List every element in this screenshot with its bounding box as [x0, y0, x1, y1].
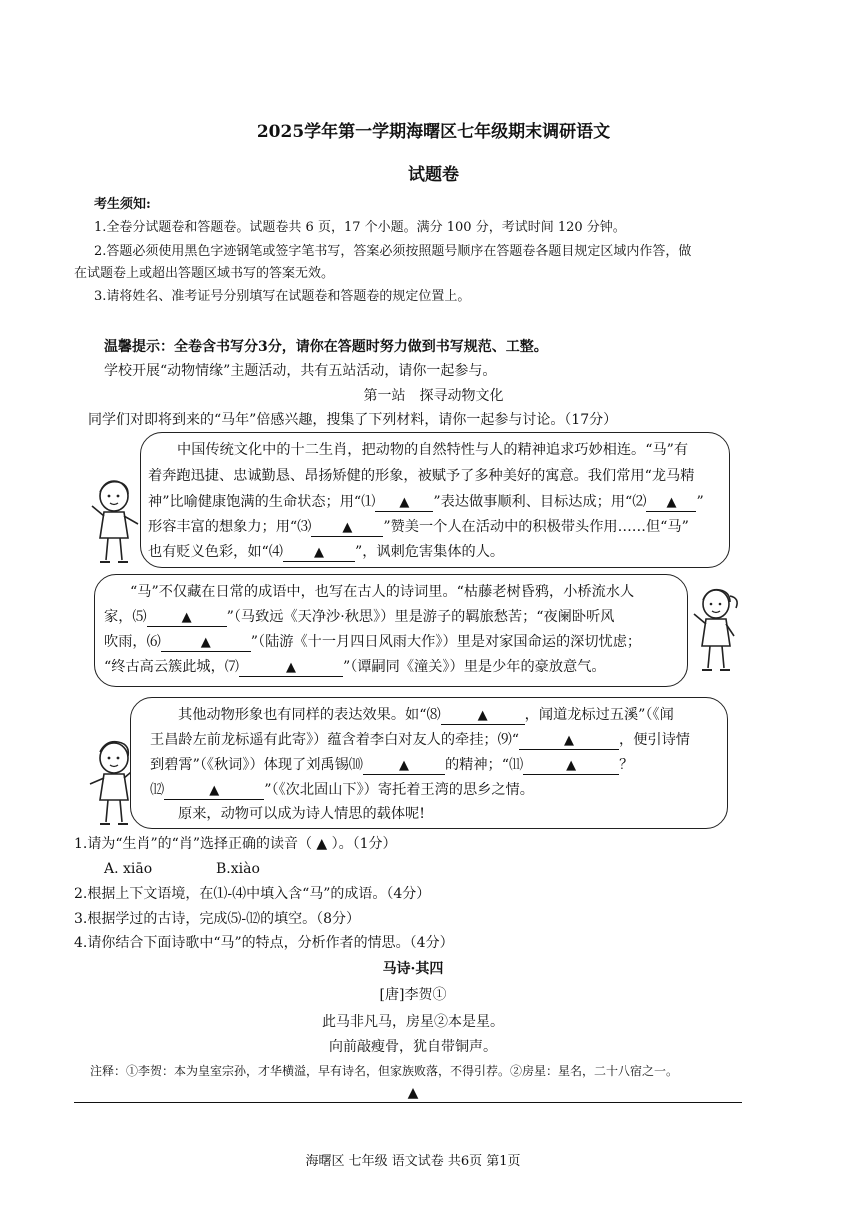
bubble1-line4-a: 形容丰富的想象力；用“⑶: [148, 519, 312, 535]
question-4: 4.请你结合下面诗歌中“马”的特点，分析作者的情思。（4分）: [74, 935, 454, 951]
answer-blank-8[interactable]: [441, 707, 525, 725]
notice-item-2a: 2.答题必须使用黑色字迹钢笔或签字笔书写，答案必须按照题号顺序在答题卷各题目规定区域内作答，做: [94, 244, 692, 259]
blank-marker: ▲: [181, 610, 192, 625]
bubble1-line4-b: ”赞美一个人在活动中的积极带头作用……但“马”: [383, 519, 689, 535]
bubble3-line3-c: ？: [619, 757, 634, 773]
answer-blank-10[interactable]: [363, 757, 445, 775]
bubble1-line2: 着奔跑迅捷、忠诚勤恳、昂扬矫健的形象，被赋予了多种美好的寓意。我们常用“龙马精: [148, 468, 695, 484]
bubble1-line3-c: ”: [696, 494, 704, 510]
answer-blank-12[interactable]: [164, 782, 264, 800]
bubble1-line5-a: 也有贬义色彩，如“⑷: [148, 544, 283, 560]
bubble3-line3: [150, 753, 633, 778]
tip-line: [104, 335, 548, 359]
bubble3-line3-b: 的精神；“⑾: [444, 757, 524, 773]
answer-blank-11[interactable]: [523, 757, 619, 775]
bubble3-line1-a: 其他动物形象也有同样的表达效果。如“⑻: [178, 707, 441, 723]
bubble2-line4-b: ”（谭嗣同《潼关》）里是少年的豪放意气。: [342, 659, 606, 675]
bubble1-line5: [148, 540, 504, 565]
bubble3-line1-b: ，闻道龙标过五溪”（《闻: [524, 707, 674, 723]
tip-label: 温馨提示：: [104, 339, 174, 355]
answer-blank-2[interactable]: [646, 494, 696, 512]
bubble1-line3: [148, 490, 704, 515]
blank-marker: ▲: [566, 758, 577, 773]
question-1: 1.请为“生肖”的“肖”选择正确的读音（ ▲ ）。（1分）: [74, 836, 397, 852]
bubble1-line1: 中国传统文化中的十二生肖，把动物的自然特性与人的精神追求巧妙相连。“马”有: [177, 442, 689, 458]
notice-heading: 考生须知:: [94, 197, 151, 212]
bubble3-line4: [150, 778, 534, 803]
station-heading: 第一站 探寻动物文化: [363, 388, 504, 404]
question-1-option-a[interactable]: A. xiāo: [104, 861, 153, 877]
answer-blank-5[interactable]: [147, 609, 227, 627]
blank-marker: ▲: [313, 545, 324, 560]
notice-item-2b: 在试题卷上或超出答题区域书写的答案无效。: [74, 266, 335, 281]
question-3: 3.根据学过的古诗，完成⑸-⑿的填空。（8分）: [74, 911, 360, 927]
bubble2-line3-a: 吹雨，⑹: [104, 634, 161, 650]
poem-line-2: 向前敲瘦骨，犹自带铜声。: [329, 1039, 497, 1055]
bubble3-line2-a: 王昌龄左前龙标遥有此寄》）蕴含着李白对友人的牵挂；⑼“: [150, 732, 520, 748]
notice-item-1: 1.全卷分试题卷和答题卷。试题卷共 6 页，17 个小题。满分 100 分，考试时间 120 分钟。: [94, 220, 626, 235]
exam-title: 2025学年第一学期海曙区七年级期末调研语文: [256, 122, 611, 142]
question-2: 2.根据上下文语境，在⑴-⑷中填入含“马”的成语。（4分）: [74, 886, 431, 902]
bubble3-line5: 原来，动物可以成为诗人情思的载体呢!: [178, 806, 425, 822]
blank-marker: ▲: [398, 758, 409, 773]
station-intro: 同学们对即将到来的“马年”倍感兴趣，搜集了下列材料，请你一起参与讨论。（17分）: [88, 412, 618, 428]
poem-author: [唐]李贺①: [379, 987, 447, 1003]
bubble2-line1: “马”不仅藏在日常的成语中，也写在古人的诗词里。“枯藤老树昏鸦，小桥流水人: [130, 584, 635, 600]
bubble1-line3-b: ”表达做事顺利、目标达成；用“⑵: [433, 494, 647, 510]
bubble2-line2-b: ”（马致远《天净沙·秋思》）里是游子的羁旅愁苦；“夜阑卧听风: [226, 609, 615, 625]
blank-marker: ▲: [200, 635, 211, 650]
answer-blank-4[interactable]: [283, 544, 355, 562]
bubble3-line4-a: ⑿: [150, 782, 165, 798]
tip-text: 全卷含书写分3分，请你在答题时努力做到书写规范、工整。: [174, 339, 548, 355]
answer-blank-7[interactable]: [239, 659, 343, 677]
bubble2-line4-a: “终古高云簇此城，⑺: [104, 659, 239, 675]
answer-blank-9[interactable]: [519, 732, 619, 750]
bubble3-line1: [178, 703, 674, 728]
bubble2-line2-a: 家，⑸: [104, 609, 147, 625]
poem-title: 马诗·其四: [382, 961, 444, 977]
answer-blank-1[interactable]: [375, 494, 433, 512]
bubble1-line5-b: ”，讽刺危害集体的人。: [354, 544, 505, 560]
bubble2-line2: [104, 605, 614, 630]
answer-marker: ▲: [407, 1085, 419, 1101]
poem-note: 注释：①李贺：本为皇室宗孙，才华横溢，早有诗名，但家族败落，不得引荐。②房星：星名，二十八宿之一。: [90, 1064, 679, 1078]
answer-line[interactable]: [74, 1102, 742, 1103]
bubble2-line4: [104, 655, 606, 680]
bubble3-line2-b: ，便引诗情: [619, 732, 690, 748]
notice-item-3: 3.请将姓名、准考证号分别填写在试题卷和答题卷的规定位置上。: [94, 289, 471, 304]
blank-marker: ▲: [399, 495, 410, 510]
page-footer: 海曙区 七年级 语文试卷 共6页 第1页: [305, 1154, 521, 1169]
bubble1-line4: [148, 515, 689, 540]
bubble2-line3: [104, 630, 641, 655]
answer-blank-3[interactable]: [311, 519, 383, 537]
blank-marker: ▲: [666, 495, 677, 510]
blank-marker: ▲: [477, 708, 488, 723]
child-figure-1-icon: [86, 476, 144, 568]
activity-intro: 学校开展“动物情缘”主题活动，共有五站活动，请你一起参与。: [104, 363, 497, 379]
blank-marker: ▲: [342, 520, 353, 535]
blank-marker: ▲: [285, 660, 296, 675]
child-figure-2-icon: [690, 586, 746, 676]
exam-subtitle: 试题卷: [408, 165, 459, 185]
blank-marker: ▲: [564, 733, 575, 748]
question-1-option-b[interactable]: B.xiào: [216, 861, 260, 877]
answer-blank-6[interactable]: [161, 634, 251, 652]
bubble3-line4-b: ”（《次北固山下》）寄托着王湾的思乡之情。: [264, 782, 534, 798]
blank-marker: ▲: [209, 783, 220, 798]
bubble3-line2: [150, 728, 690, 753]
bubble1-line3-a: 神”比喻健康饱满的生命状态；用“⑴: [148, 494, 376, 510]
bubble3-line3-a: 到碧霄”（《秋词》）体现了刘禹锡⑽: [150, 757, 363, 773]
bubble2-line3-b: ”（陆游《十一月四日风雨大作》）里是对家国命运的深切忧虑；: [250, 634, 642, 650]
poem-line-1: 此马非凡马，房星②本是星。: [322, 1014, 504, 1030]
